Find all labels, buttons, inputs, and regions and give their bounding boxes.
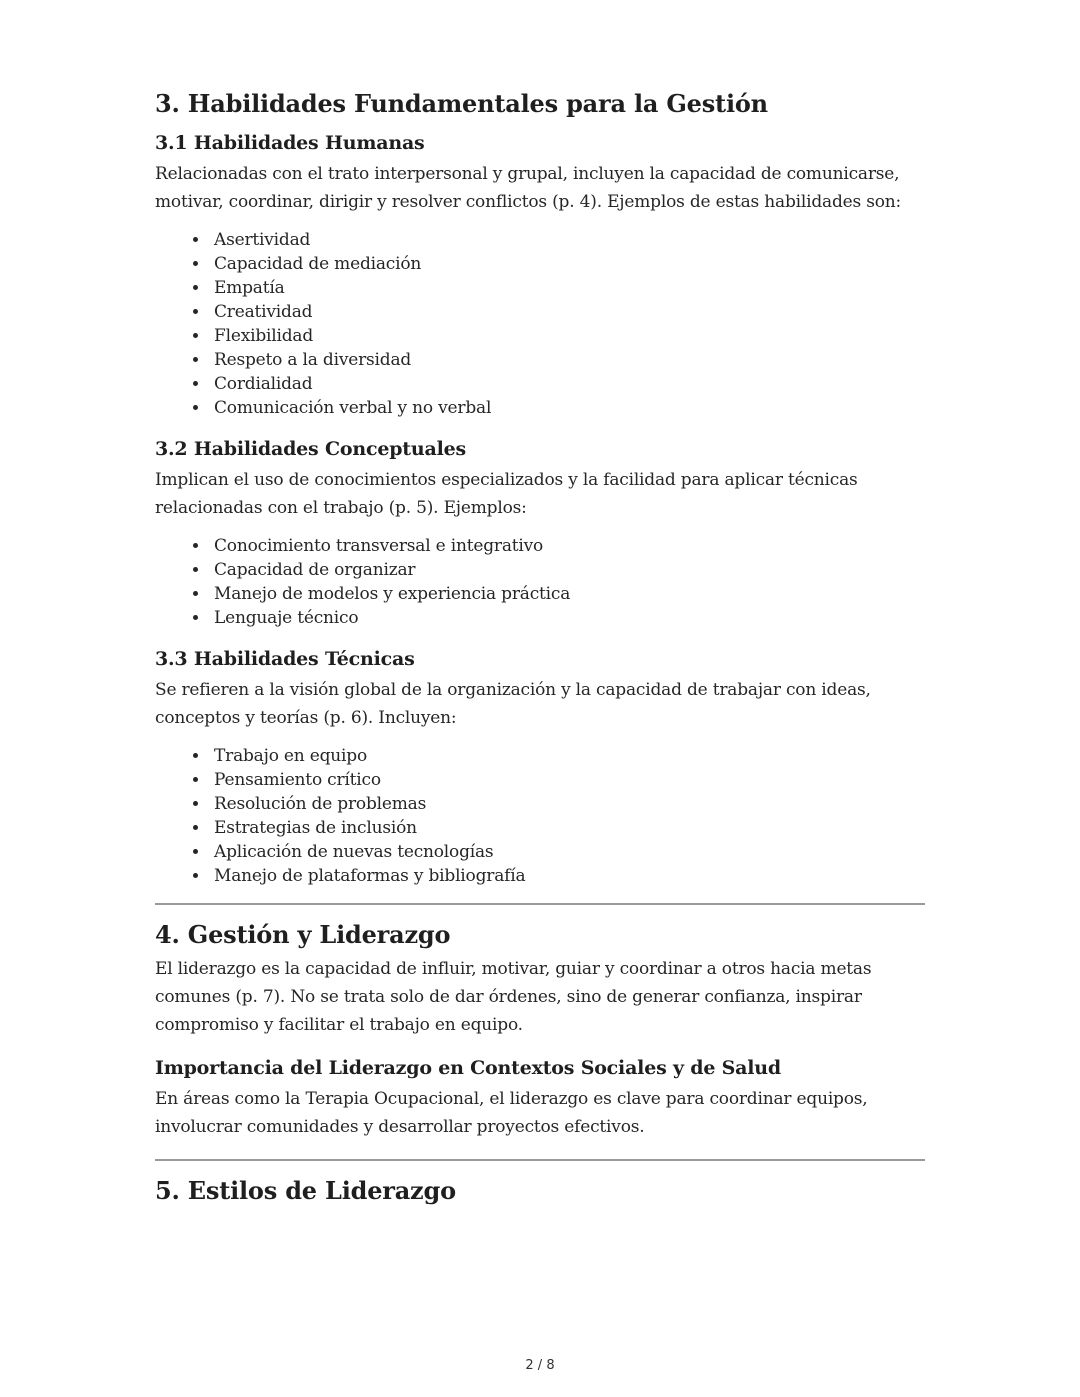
list-item: • Conocimiento transversal e integrativo <box>210 534 925 558</box>
list-item: • Lenguaje técnico <box>210 606 925 630</box>
section-divider <box>155 1159 925 1161</box>
list-conceptual-skills <box>155 534 925 630</box>
list-item: • Manejo de modelos y experiencia práctica <box>210 582 925 606</box>
list-item: • Creatividad <box>210 300 925 324</box>
list-item: • Flexibilidad <box>210 324 925 348</box>
list-item: • Estrategias de inclusión <box>210 816 925 840</box>
paragraph-leadership: El liderazgo es la capacidad de influir, motivar, guiar y coordinar a otros hacia metas comunes (p. 7). No se trata solo de dar órdenes, sino de generar confianza, inspirar compromiso y facilitar el trabajo en equipo. <box>155 959 872 1035</box>
paragraph-leadership-importance: En áreas como la Terapia Ocupacional, el liderazgo es clave para coordinar equipos, involucrar comunidades y desarrollar proyectos efectivos. <box>155 1089 868 1137</box>
list-item: • Respeto a la diversidad <box>210 348 925 372</box>
list-item: • Capacidad de organizar <box>210 558 925 582</box>
list-item: • Comunicación verbal y no verbal <box>210 396 925 420</box>
subsection-conceptual-skills <box>155 436 925 630</box>
list-human-skills <box>155 228 925 420</box>
list-item: • Manejo de plataformas y bibliografía <box>210 864 925 888</box>
page-number: 2 / 8 <box>525 1358 555 1373</box>
list-item: • Empatía <box>210 276 925 300</box>
heading-leadership-importance: Importancia del Liderazgo en Contextos Sociales y de Salud <box>155 1057 781 1079</box>
section-leadership-styles <box>155 1175 925 1207</box>
subsection-leadership-importance <box>155 1055 925 1141</box>
list-item: • Pensamiento crítico <box>210 768 925 792</box>
paragraph-technical-skills: Se refieren a la visión global de la organización y la capacidad de trabajar con ideas, conceptos y teorías (p. 6). Incluyen: <box>155 680 871 728</box>
heading-human-skills: 3.1 Habilidades Humanas <box>155 132 425 154</box>
list-item: • Cordialidad <box>210 372 925 396</box>
section-core-skills <box>155 88 925 888</box>
list-item: • Asertividad <box>210 228 925 252</box>
subsection-technical-skills <box>155 646 925 888</box>
heading-conceptual-skills: 3.2 Habilidades Conceptuales <box>155 438 467 460</box>
list-item: • Capacidad de mediación <box>210 252 925 276</box>
list-item: • Aplicación de nuevas tecnologías <box>210 840 925 864</box>
subsection-human-skills <box>155 130 925 420</box>
list-technical-skills <box>155 744 925 888</box>
section-leadership <box>155 919 925 1141</box>
heading-leadership: 4. Gestión y Liderazgo <box>155 920 451 949</box>
heading-technical-skills: 3.3 Habilidades Técnicas <box>155 648 415 670</box>
paragraph-human-skills: Relacionadas con el trato interpersonal y grupal, incluyen la capacidad de comunicarse, motivar, coordinar, dirigir y resolver conflictos (p. 4). Ejemplos de estas habilidades son: <box>155 164 902 212</box>
list-item: • Trabajo en equipo <box>210 744 925 768</box>
paragraph-conceptual-skills: Implican el uso de conocimientos especializados y la facilidad para aplicar técnicas relacionadas con el trabajo (p. 5). Ejemplos: <box>155 470 858 518</box>
heading-leadership-styles: 5. Estilos de Liderazgo <box>155 1176 456 1205</box>
heading-core-skills: 3. Habilidades Fundamentales para la Gestión <box>155 89 768 118</box>
section-divider <box>155 903 925 905</box>
list-item: • Resolución de problemas <box>210 792 925 816</box>
